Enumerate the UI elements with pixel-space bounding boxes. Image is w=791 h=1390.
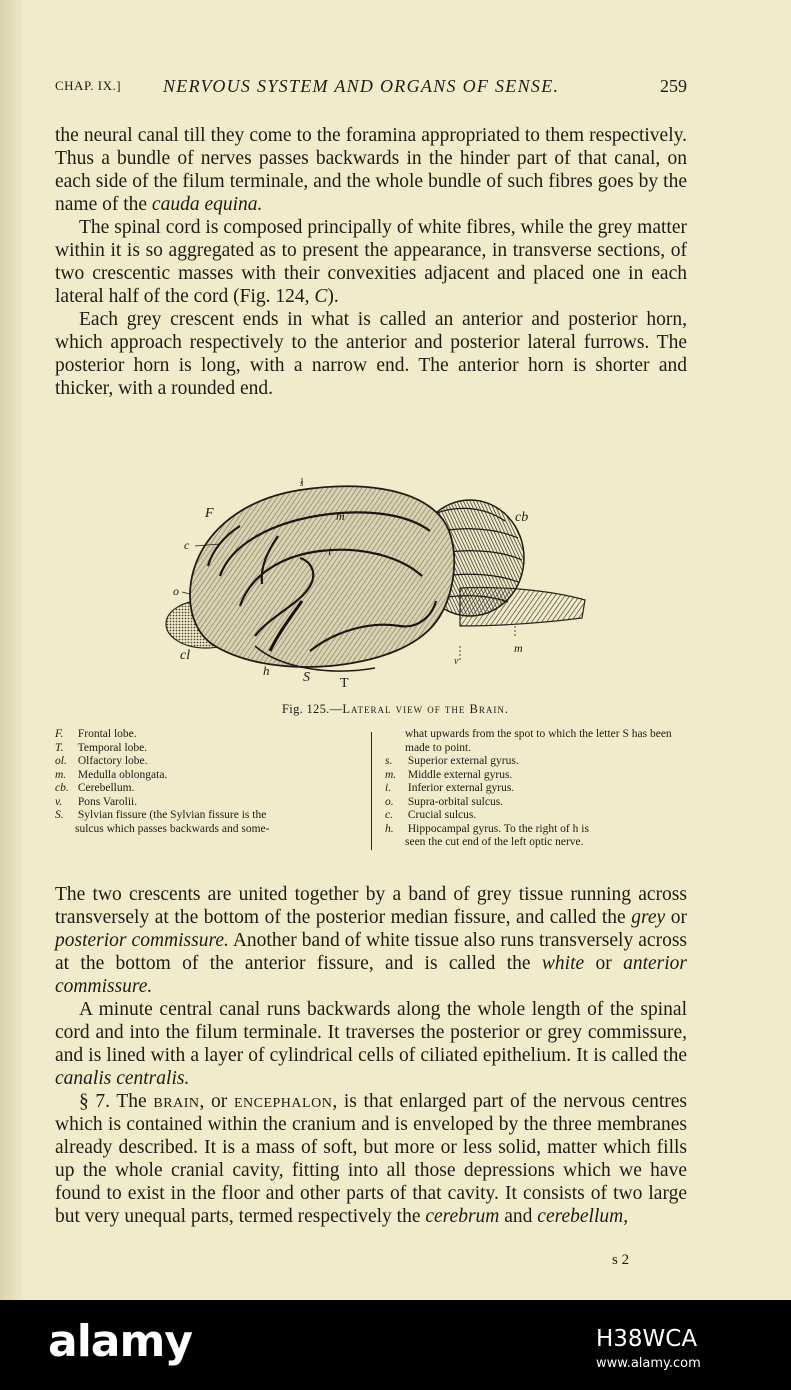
page-number: 259 xyxy=(660,76,687,96)
legend-column-left xyxy=(55,728,363,836)
label-S: S xyxy=(303,670,310,685)
legend-item: m. Middle external gyrus. xyxy=(385,768,513,781)
label-F: F xyxy=(205,506,214,521)
legend-item: S. Sylvian fissure (the Sylvian fissure is the xyxy=(55,809,267,821)
legend-item-continuation: sulcus which passes backwards and some- xyxy=(75,822,270,835)
text-block-top xyxy=(55,124,687,400)
signature-mark: s 2 xyxy=(612,1252,630,1268)
label-cb: cb xyxy=(515,510,529,525)
running-header xyxy=(55,76,687,100)
paragraph: The two crescents are united together by a band of grey tissue running across transversely at the bottom of the posterior median fissure, and called the grey or posterior commissure. Another band of white tissue also runs transversely across at the bottom of the anterior fissure, and is called the white or anterior commissure. xyxy=(55,884,688,997)
label-m-right: m xyxy=(514,641,523,655)
paragraph: § 7. The brain, or encephalon, is that enlarged part of the nervous centres which is contained within the cranium and is enveloped by the three membranes already described. It is a mass of soft, but more or less solid, matter which fills up the whole cranial cavity, fitting into all those depressions which we have found to exist in the floor and other parts of that cavity. It consists of two large but very unequal parts, termed respectively the cerebrum and cerebellum, xyxy=(55,1091,688,1227)
watermark-url: www.alamy.com xyxy=(596,1356,701,1371)
image-id: H38WCA xyxy=(596,1326,698,1352)
paragraph: the neural canal till they come to the foramina appropriated to them respectively. Thus a bundle of nerves passes backwards in the hinder part of that canal, on each side of the filum terminale, and the whole bundle of such fibres goes by the name of the cauda equina. xyxy=(55,125,687,215)
legend-item: ol. Olfactory lobe. xyxy=(55,755,148,767)
alamy-logo: alamy xyxy=(48,1316,192,1367)
legend-item: cb. Cerebellum. xyxy=(55,782,135,794)
label-o: o xyxy=(173,584,179,598)
page-gutter xyxy=(0,0,22,1300)
paragraph: The spinal cord is composed principally of white fibres, while the grey matter within it is so aggregated as to present the appearance, in transverse sections, of two crescentic masses with their convexities adjacent and placed one in each lateral half of the cord (Fig. 124, C). xyxy=(55,217,687,307)
figure-caption: Fig. 125.—Lateral view of the Brain. xyxy=(282,702,509,716)
legend-item: c. Crucial sulcus. xyxy=(385,809,477,821)
label-T: T xyxy=(340,676,349,691)
legend-item: v. Pons Varolii. xyxy=(55,795,138,808)
chapter-label: CHAP. IX.] xyxy=(55,78,122,93)
text-block-bottom xyxy=(55,883,687,1228)
label-m-top: m xyxy=(336,509,345,523)
label-i: i xyxy=(328,544,332,558)
running-title: NERVOUS SYSTEM AND ORGANS OF SENSE. xyxy=(163,76,560,96)
label-s: s xyxy=(300,478,304,488)
legend-item: F. Frontal lobe. xyxy=(55,728,137,740)
brain-figure xyxy=(160,476,590,696)
label-c: c xyxy=(184,538,190,552)
label-cl: cl xyxy=(180,648,191,663)
legend-item: h. Hippocampal gyrus. To the right of h is xyxy=(385,822,589,835)
paragraph: Each grey crescent ends in what is called an anterior and posterior horn, which approach respectively to the anterior and posterior lateral furrows. The posterior horn is long, with a narrow end. The anterior horn is shorter and thicker, with a rounded end. xyxy=(55,309,687,399)
legend-item: s. Superior external gyrus. xyxy=(385,755,519,767)
legend-item-continuation: what upwards from the spot to which the letter S has been made to point. xyxy=(405,728,672,754)
label-h: h xyxy=(263,663,270,678)
legend-item: m. Medulla oblongata. xyxy=(55,768,168,781)
brain-illustration xyxy=(160,476,590,696)
legend-item-continuation: seen the cut end of the left optic nerve. xyxy=(405,836,584,848)
label-v: v xyxy=(454,656,459,667)
legend-divider xyxy=(371,732,372,850)
legend-item: o. Supra-orbital sulcus. xyxy=(385,795,504,808)
legend-item: i. Inferior external gyrus. xyxy=(385,782,515,794)
paragraph: A minute central canal runs backwards along the whole length of the spinal cord and into the filum terminale. It traverses the posterior or grey commissure, and is lined with a layer of cylindrical cells of ciliated epithelium. It is called the canalis centralis. xyxy=(55,999,687,1089)
figure-legend xyxy=(55,728,691,853)
legend-item: T. Temporal lobe. xyxy=(55,741,148,754)
legend-column-right xyxy=(385,728,691,850)
